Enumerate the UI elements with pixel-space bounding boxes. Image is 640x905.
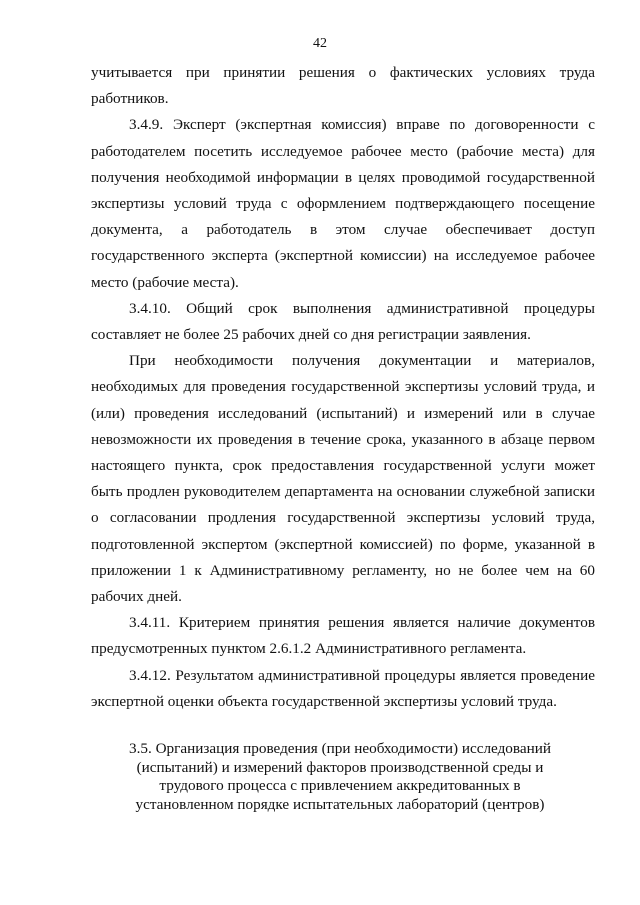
paragraph-continuation: учитывается при принятии решения о фактических условиях труда работников.	[91, 64, 595, 108]
paragraph-3-4-10: 3.4.10. Общий срок выполнения административной процедуры составляет не более 25 рабочих дней со дня регистрации заявления.	[91, 299, 595, 344]
paragraph-3-4-9: 3.4.9. Эксперт (экспертная комиссия) вправе по договоренности с работодателем посетить исследуемое рабочее место (рабочие места) для получения необходимой информации в целях проводимой государственной экспертизы условий труда с оформлением подтверждающего посещение документа, а работодатель в этом случае обеспечивает доступ государственного эксперта (экспертной комиссии) на исследуемое рабочее место (рабочие места).	[91, 116, 595, 291]
paragraph-3-4-11: 3.4.11. Критерием принятия решения является наличие документов предусмотренных пунктом 2.6.1.2 Административного регламента.	[91, 614, 595, 658]
section-heading-3-5: 3.5. Организация проведения (при необходимости) исследований (испытаний) и измерений факторов производственной среды и трудового процесса с привлечением аккредитованных в установленном порядке испытательных лабораторий (центров)	[128, 740, 551, 813]
body-text	[91, 60, 595, 715]
paragraph-3-4-12: 3.4.12. Результатом административной процедуры является проведение экспертной оценки объекта государственной экспертизы условий труда.	[91, 666, 595, 710]
paragraph-3-4-10-extension: При необходимости получения документации и материалов, необходимых для проведения государственной экспертизы условий труда, и (или) проведения исследований (испытаний) и измерений или в случае невозможности их проведения в течение срока, указанного в абзаце первом настоящего пункта, срок предоставления государственной услуги может быть продлен руководителем департамента на основании служебной записки о согласовании продления государственной экспертизы условий труда, подготовленной экспертом (экспертной комиссией) по форме, указанной в приложении 1 к Административному регламенту, но не более чем на 60 рабочих дней.	[91, 352, 595, 606]
page-number: 42	[313, 36, 327, 51]
